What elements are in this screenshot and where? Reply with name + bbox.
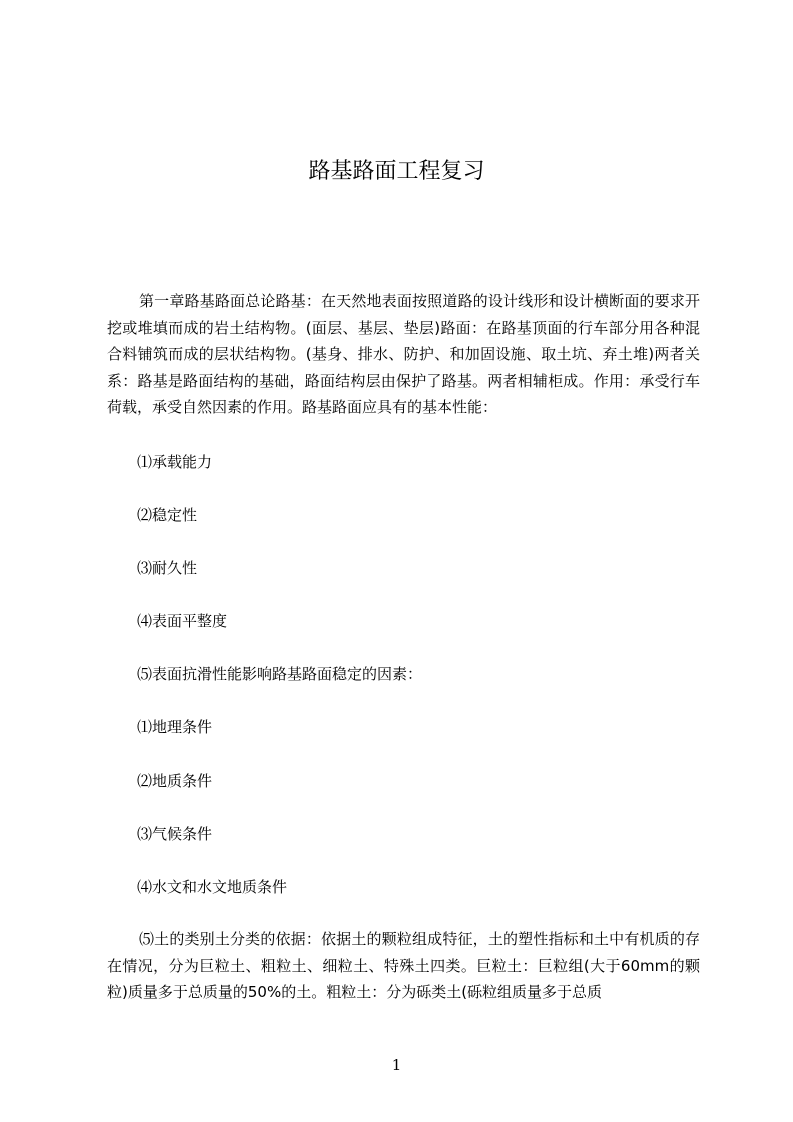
list-item: ⑸表面抗滑性能影响路基路面稳定的因素：: [137, 665, 423, 683]
list-item: ⑷表面平整度: [137, 612, 228, 630]
list-item: ⑵稳定性: [137, 506, 198, 524]
page-number: 1: [391, 1056, 402, 1074]
list-item: ⑷水文和水文地质条件: [137, 878, 288, 896]
body-paragraph: ⑸土的类别土分类的依据：依据土的颗粒组成特征，土的塑性指标和土中有机质的存在情况，分为巨粒土、粗粒土、细粒土、特殊土四类。巨粒土：巨粒组(大于60mm的颗粒)质量多于总质量的50%的土。粗粒土：分为砾类土(砾粒组质量多于总质: [107, 930, 700, 1002]
list-item: ⑶耐久性: [137, 559, 198, 577]
list-item: ⑵地质条件: [137, 772, 213, 790]
list-item: ⑴承载能力: [137, 453, 213, 471]
body-paragraph: 第一章路基路面总论路基：在天然地表面按照道路的设计线形和设计横断面的要求开挖或堆填而成的岩土结构物。(面层、基层、垫层)路面：在路基顶面的行车部分用各种混合料铺筑而成的层状结构物。(基身、排水、防护、和加固设施、取土坑、弃土堆)两者关系：路基是路面结构的基础，路面结构层由保护了路基。两者相辅柜成。作用：承受行车荷载，承受自然因素的作用。路基路面应具有的基本性能：: [107, 292, 700, 417]
list-item: ⑴地理条件: [137, 718, 213, 736]
list-item: ⑶气候条件: [137, 825, 213, 843]
page-title: 路基路面工程复习: [308, 158, 485, 184]
